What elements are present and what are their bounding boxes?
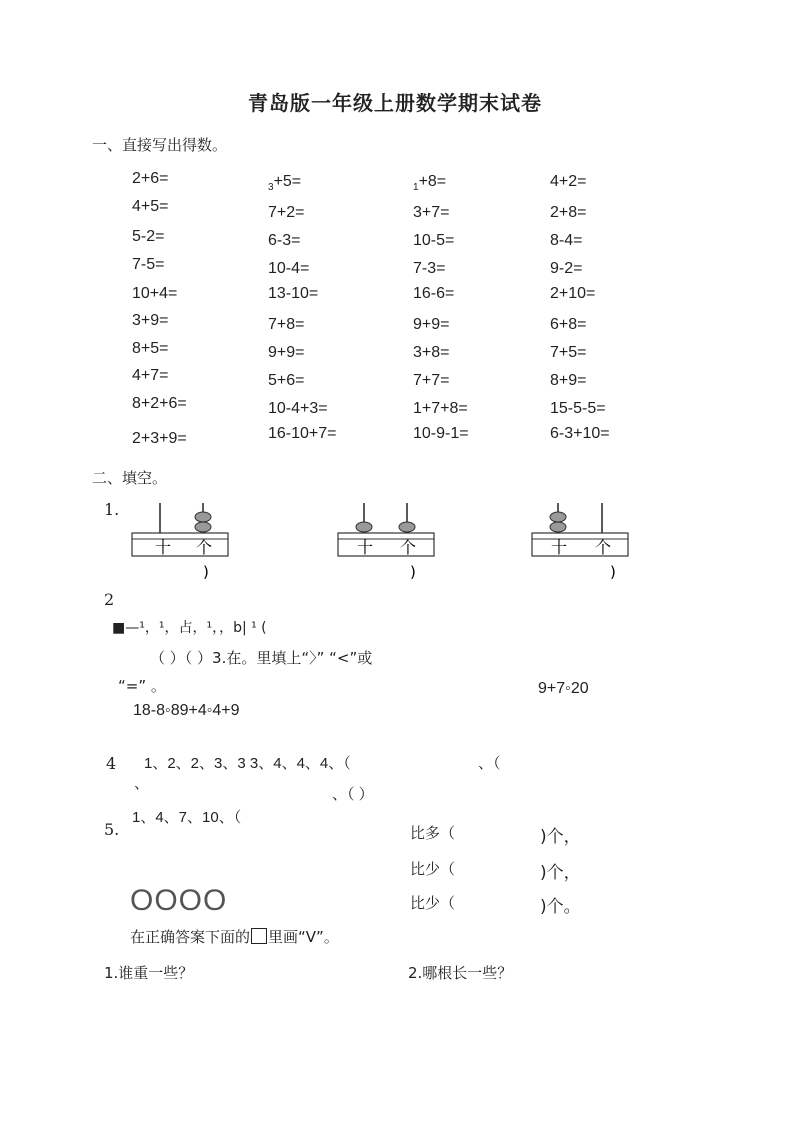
equation-text: 16-10+7= bbox=[268, 425, 337, 442]
equation-text: 15-5-5= bbox=[550, 400, 606, 417]
equation bbox=[550, 425, 610, 443]
equation-text: 7+7= bbox=[413, 372, 450, 389]
equation bbox=[550, 344, 586, 362]
q5-sequence: 1、4、7、10、（ bbox=[132, 809, 242, 826]
equation bbox=[132, 256, 164, 274]
equation bbox=[550, 173, 586, 191]
equation-text: 16-6= bbox=[413, 285, 455, 302]
equation bbox=[268, 173, 301, 191]
bead bbox=[195, 512, 211, 522]
equation-text: +5= bbox=[273, 173, 302, 190]
equation bbox=[413, 285, 454, 303]
equation bbox=[132, 430, 187, 448]
compare-less-label-2: 比少（ bbox=[410, 894, 456, 912]
q3-compare-line: 18-8◦89+4◦4+9 bbox=[133, 702, 240, 719]
equation-text: 13-10= bbox=[268, 285, 319, 302]
ones-label: 个 bbox=[196, 538, 213, 557]
equation bbox=[268, 344, 304, 362]
equation bbox=[132, 170, 168, 188]
equation-text: 9+9= bbox=[413, 316, 450, 333]
equation bbox=[413, 400, 468, 418]
equation-text: 8+9= bbox=[550, 372, 587, 389]
q5-number: 5. bbox=[104, 820, 120, 839]
page-title: 青岛版一年级上册数学期末试卷 bbox=[248, 91, 542, 115]
equation-text: 3+9= bbox=[132, 312, 169, 329]
equation-text: 9+9= bbox=[268, 344, 305, 361]
equation-text: 4+2= bbox=[550, 173, 587, 190]
ones-label: 个 bbox=[400, 538, 417, 557]
bead bbox=[399, 522, 415, 532]
equation bbox=[413, 232, 454, 250]
equation bbox=[550, 232, 582, 250]
instruction-text-before: 在正确答案下面的 bbox=[130, 928, 251, 946]
equation-text: 6-3= bbox=[268, 232, 301, 249]
equation-text: 7+5= bbox=[550, 344, 587, 361]
equation-text: 10+4= bbox=[132, 285, 178, 302]
equation-text: 7-3= bbox=[413, 260, 446, 277]
equation-text: 2+10= bbox=[550, 285, 596, 302]
q4-sequence: 1、2、2、3、3 3、4、4、4、（ bbox=[144, 755, 351, 772]
ones-label: 个 bbox=[595, 538, 612, 557]
compare-less-tail-1: )个， bbox=[540, 863, 581, 883]
equation-text: 4+5= bbox=[132, 198, 169, 215]
q4-number: 4 bbox=[106, 754, 117, 773]
equation bbox=[413, 372, 449, 390]
equation-text: 8+5= bbox=[132, 340, 169, 357]
equation bbox=[550, 400, 606, 418]
compare-more-label: 比多（ bbox=[410, 824, 456, 842]
bead bbox=[550, 512, 566, 522]
equation bbox=[413, 344, 449, 362]
q3-equal-sign: “=” 。 bbox=[118, 677, 166, 695]
q2-figure-row: ■—¹，¹，占，¹，，b| ¹ ( bbox=[112, 620, 267, 636]
equation bbox=[413, 260, 445, 278]
equation bbox=[413, 204, 449, 222]
equation-text: 4+7= bbox=[132, 367, 169, 384]
equation bbox=[550, 316, 586, 334]
equation-text: 3+7= bbox=[413, 204, 450, 221]
equation-subscript: 3 bbox=[268, 182, 274, 193]
sub-question-2: 2.哪根长一些？ bbox=[408, 964, 513, 982]
equation bbox=[268, 425, 337, 443]
equation bbox=[413, 425, 469, 443]
equation-text: 9-2= bbox=[550, 260, 583, 277]
equation-text: 6+8= bbox=[550, 316, 587, 333]
equation-text: 10-9-1= bbox=[413, 425, 469, 442]
equation bbox=[268, 372, 304, 390]
equation bbox=[268, 232, 300, 250]
sub-question-1: 1.谁重一些？ bbox=[104, 964, 194, 982]
section-2-heading: 二、填空。 bbox=[92, 469, 168, 487]
equation-text: 6-3+10= bbox=[550, 425, 610, 442]
equation-text: 8+2+6= bbox=[132, 395, 187, 412]
equation-text: 2+3+9= bbox=[132, 430, 187, 447]
equation-text: 10-5= bbox=[413, 232, 455, 249]
q4-tail: 、（ bbox=[478, 755, 501, 772]
equation-text: +8= bbox=[418, 173, 447, 190]
equation bbox=[132, 228, 164, 246]
equation-text: 1+7+8= bbox=[413, 400, 468, 417]
tens-label: 十 bbox=[155, 538, 172, 557]
equation bbox=[132, 285, 177, 303]
abacus-figures bbox=[0, 495, 800, 585]
equation bbox=[132, 312, 168, 330]
equation bbox=[413, 173, 446, 191]
tens-label: 十 bbox=[551, 538, 568, 557]
circle-row: OOOO bbox=[130, 884, 228, 917]
compare-less-tail-2: )个。 bbox=[540, 897, 581, 917]
q2-line-2: （ ）（ ）3.在。里填上“〉” “<”或 bbox=[150, 649, 373, 667]
equation-text: 8-4= bbox=[550, 232, 583, 249]
q4-line-2: 、（ ） bbox=[332, 786, 374, 803]
equation bbox=[132, 340, 168, 358]
section-1-heading: 一、直接写出得数。 bbox=[92, 136, 228, 154]
equation-text: 10-4= bbox=[268, 260, 310, 277]
bead bbox=[550, 522, 566, 532]
equation-text: 2+8= bbox=[550, 204, 587, 221]
checkbox-square bbox=[251, 928, 267, 944]
q4-tick: 、 bbox=[134, 775, 150, 792]
equation bbox=[550, 204, 586, 222]
compare-less-label-1: 比少（ bbox=[410, 860, 456, 878]
equation-text: 5-2= bbox=[132, 228, 165, 245]
equation bbox=[268, 285, 318, 303]
equation-text: 2+6= bbox=[132, 170, 169, 187]
compare-more-tail: )个， bbox=[540, 827, 581, 847]
answer-paren: ) bbox=[610, 563, 616, 581]
equation bbox=[132, 395, 187, 413]
q2-number: 2 bbox=[104, 590, 115, 609]
equation bbox=[268, 204, 304, 222]
equation bbox=[268, 260, 309, 278]
equation bbox=[132, 367, 168, 385]
equation bbox=[132, 198, 168, 216]
q1-number: 1. bbox=[104, 500, 120, 519]
answer-paren: ) bbox=[203, 563, 209, 581]
bead bbox=[195, 522, 211, 532]
equation-text: 7-5= bbox=[132, 256, 165, 273]
instruction-text-after: 里画“V”。 bbox=[268, 928, 339, 946]
abacus-3 bbox=[532, 503, 628, 581]
answer-paren: ) bbox=[410, 563, 416, 581]
equation bbox=[413, 316, 449, 334]
q3-compare-right: 9+7◦20 bbox=[538, 680, 589, 697]
equation bbox=[550, 260, 582, 278]
equation bbox=[268, 316, 304, 334]
abacus-2 bbox=[338, 503, 434, 581]
equation-text: 3+8= bbox=[413, 344, 450, 361]
equation bbox=[550, 285, 595, 303]
equation-text: 10-4+3= bbox=[268, 400, 328, 417]
equation bbox=[550, 372, 586, 390]
bead bbox=[356, 522, 372, 532]
equation bbox=[268, 400, 328, 418]
equation-text: 7+8= bbox=[268, 316, 305, 333]
instruction-line bbox=[130, 926, 339, 947]
abacus-1 bbox=[132, 503, 228, 581]
equation-text: 5+6= bbox=[268, 372, 305, 389]
equation-text: 7+2= bbox=[268, 204, 305, 221]
equation-subscript: 1 bbox=[413, 182, 419, 193]
tens-label: 十 bbox=[357, 538, 374, 557]
